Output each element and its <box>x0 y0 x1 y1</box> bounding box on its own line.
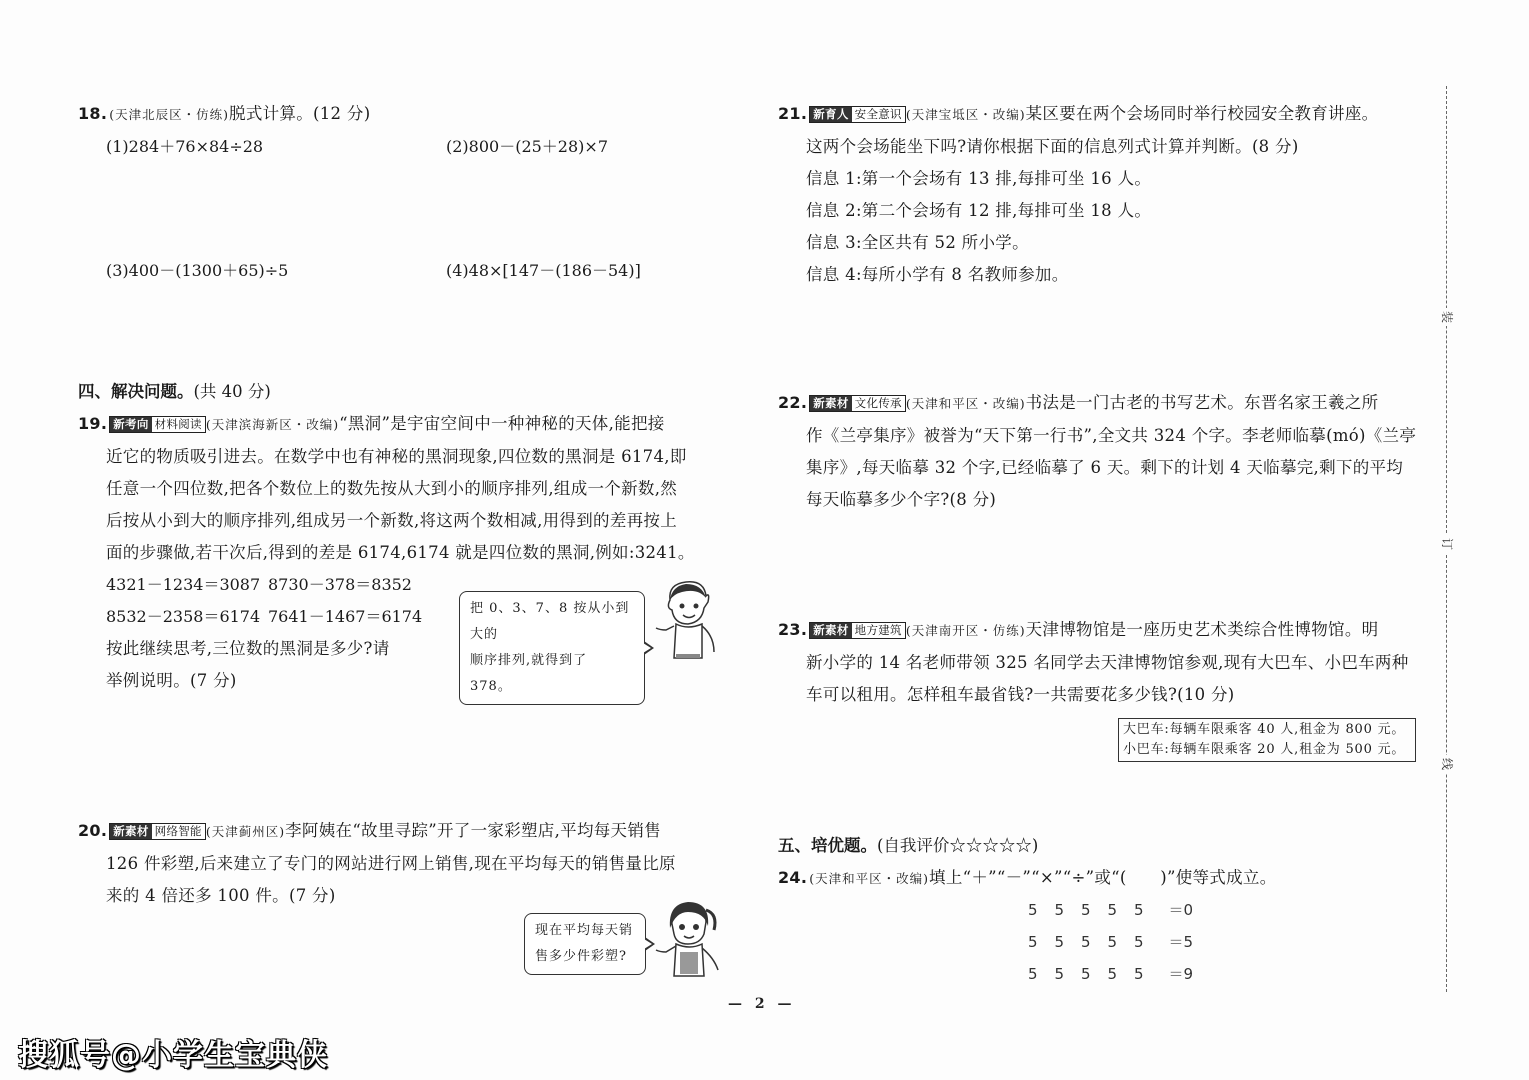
question-source: (天津和平区・改编) <box>905 396 1026 411</box>
digit: 5 <box>1107 901 1118 919</box>
equation-result: ＝0 <box>1168 901 1194 919</box>
question-number: 23. <box>778 620 808 639</box>
calc-item-4: (4)48×[147－(186－54)] <box>446 261 641 280</box>
boy-illustration-icon <box>652 578 724 662</box>
badge-light: 安全意识 <box>852 107 905 122</box>
bubble-text: 现在平均每天销 <box>535 923 634 938</box>
question-22-line-1 <box>778 387 1423 420</box>
equation-row-1 <box>1028 894 1201 926</box>
badge-dark: 新素材 <box>110 824 151 839</box>
equation-grid <box>1028 894 1201 990</box>
question-21 <box>778 98 1423 291</box>
question-text-line: 任意一个四位数,把各个数位上的数先按从大到小的顺序排列,组成一个新数,然 <box>106 479 678 498</box>
section-score: (自我评价☆☆☆☆☆) <box>877 836 1039 855</box>
section-5-title <box>778 830 1423 862</box>
binding-char: 线 <box>1438 755 1456 773</box>
section-4-title <box>78 376 728 408</box>
question-prompt: 按此继续思考,三位数的黑洞是多少?请 <box>106 639 390 658</box>
badge-dark: 新考向 <box>110 417 151 432</box>
equation: 4321－1234＝3087 <box>106 575 261 594</box>
info-line-2: 信息 2:第二个会场有 12 排,每排可坐 18 人。 <box>806 201 1152 220</box>
equation-row-2 <box>1028 926 1201 958</box>
digit: 5 <box>1081 933 1091 951</box>
digit: 5 <box>1028 901 1038 919</box>
tag-badge <box>809 106 906 123</box>
digit: 5 <box>1134 901 1144 919</box>
question-source: (天津滨海新区・改编) <box>205 417 340 432</box>
badge-light: 网络智能 <box>152 824 205 839</box>
question-text: 书法是一门古老的书写艺术。东晋名家王羲之所 <box>1025 393 1379 412</box>
question-source: (天津北辰区・仿练) <box>109 107 230 122</box>
equation-result: ＝5 <box>1168 933 1194 951</box>
question-18 <box>78 98 728 287</box>
equation: 7641－1467＝6174 <box>268 607 423 626</box>
question-text-line: 车可以租用。怎样租车最省钱?一共需要花多少钱?(10 分) <box>806 685 1235 704</box>
badge-dark: 新素材 <box>810 396 851 411</box>
badge-dark: 新素材 <box>810 623 851 638</box>
question-source: (天津南开区・仿练) <box>905 623 1026 638</box>
bubble-text: 顺序排列,就得到了 378。 <box>470 653 588 694</box>
binding-char: 装 <box>1438 308 1456 326</box>
calc-row-2 <box>78 255 728 287</box>
left-column <box>78 98 728 912</box>
calc-row-1 <box>78 131 728 163</box>
question-text-line: 每天临摹多少个字?(8 分) <box>806 490 997 509</box>
question-21-line-1 <box>778 98 1423 131</box>
large-bus-info: 大巴车:每辆车限乘客 40 人,租金为 800 元。 <box>1123 722 1406 737</box>
section-5 <box>778 830 1423 895</box>
digit: 5 <box>1107 965 1118 983</box>
question-23 <box>778 614 1423 711</box>
question-text-line: 面的步骤做,若干次后,得到的差是 6174,6174 就是四位数的黑洞,例如:3241。 <box>106 543 695 562</box>
question-text-line: 新小学的 14 名老师带领 325 名同学去天津博物馆参观,现有大巴车、小巴车两种 <box>806 653 1409 672</box>
question-18-header <box>78 98 728 131</box>
equation: 8730－378＝8352 <box>268 575 412 594</box>
question-number: 21. <box>778 104 808 123</box>
question-number: 20. <box>78 821 108 840</box>
speech-bubble-boy <box>459 591 645 705</box>
question-source: (天津宝坻区・改编) <box>905 107 1026 122</box>
equation-row-3 <box>1028 958 1201 990</box>
binding-char: 订 <box>1438 535 1456 553</box>
question-number: 18. <box>78 104 108 123</box>
equation-result: ＝9 <box>1168 965 1194 983</box>
digit: 5 <box>1107 933 1118 951</box>
question-19-line-1 <box>78 408 728 441</box>
question-number: 19. <box>78 414 108 433</box>
question-prompt: 举例说明。(7 分) <box>106 671 237 690</box>
tag-badge <box>809 622 906 639</box>
question-text: 天津博物馆是一座历史艺术类综合性博物馆。明 <box>1025 620 1379 639</box>
digit: 5 <box>1134 933 1144 951</box>
bubble-text: 把 0、3、7、8 按从小到大的 <box>470 601 630 642</box>
equation: 8532－2358＝6174 <box>106 607 261 626</box>
watermark: 搜狐号@小学生宝典侠 <box>18 1038 328 1073</box>
calc-item-2: (2)800－(25＋28)×7 <box>446 137 608 156</box>
info-line-1: 信息 1:第一个会场有 13 排,每排可坐 16 人。 <box>806 169 1152 188</box>
info-line-4: 信息 4:每所小学有 8 名教师参加。 <box>806 265 1069 284</box>
question-source: (天津和平区・改编) <box>809 871 930 886</box>
question-text-line: 近它的物质吸引进去。在数学中也有神秘的黑洞现象,四位数的黑洞是 6174,即 <box>106 447 687 466</box>
question-number: 22. <box>778 393 808 412</box>
question-text: 某区要在两个会场同时举行校园安全教育讲座。 <box>1025 104 1379 123</box>
question-text-line: 后按从小到大的顺序排列,组成另一个新数,将这两个数相减,用得到的差再按上 <box>106 511 678 530</box>
info-line-3: 信息 3:全区共有 52 所小学。 <box>806 233 1029 252</box>
question-23-line-1 <box>778 614 1423 647</box>
question-source: (天津蓟州区) <box>205 824 286 839</box>
section-score: (共 40 分) <box>193 382 271 401</box>
bubble-text: 售多少件彩塑? <box>535 949 627 964</box>
badge-dark: 新育人 <box>810 107 851 122</box>
badge-light: 材料阅读 <box>152 417 205 432</box>
tag-badge <box>809 395 906 412</box>
question-20-line-1 <box>78 815 728 848</box>
digit: 5 <box>1081 901 1091 919</box>
question-text: 脱式计算。(12 分) <box>229 104 371 123</box>
section-title-text: 四、解决问题。 <box>78 382 194 401</box>
question-text-line: 126 件彩塑,后来建立了专门的网站进行网上销售,现在平均每天的销售量比原 <box>106 854 676 873</box>
section-title-text: 五、培优题。 <box>778 836 877 855</box>
small-bus-info: 小巴车:每辆车限乘客 20 人,租金为 500 元。 <box>1123 742 1406 757</box>
badge-light: 文化传承 <box>852 396 905 411</box>
badge-light: 地方建筑 <box>852 623 905 638</box>
question-20 <box>78 815 728 912</box>
question-22 <box>778 387 1423 516</box>
tag-badge <box>109 416 206 433</box>
question-text: 李阿姨在“故里寻踪”开了一家彩塑店,平均每天销售 <box>285 821 661 840</box>
calc-item-1: (1)284＋76×84÷28 <box>106 137 264 156</box>
question-text-line: 集序》,每天临摹 32 个字,已经临摹了 6 天。剩下的计划 4 天临摹完,剩下的平均 <box>806 458 1404 477</box>
question-text: “黑洞”是宇宙空间中一种神秘的天体,能把接 <box>339 414 665 433</box>
question-number: 24. <box>778 868 808 887</box>
digit: 5 <box>1054 965 1065 983</box>
digit: 5 <box>1081 965 1091 983</box>
digit: 5 <box>1028 933 1038 951</box>
digit: 5 <box>1054 933 1065 951</box>
question-text-line: 这两个会场能坐下吗?请你根据下面的信息列式计算并判断。(8 分) <box>806 137 1299 156</box>
page-number: — 2 — <box>728 996 796 1012</box>
question-24-header <box>778 862 1423 895</box>
digit: 5 <box>1054 901 1065 919</box>
speech-bubble-girl <box>524 913 646 975</box>
right-column <box>778 98 1423 711</box>
tag-badge <box>109 823 206 840</box>
bus-price-box <box>1118 718 1416 762</box>
calc-item-3: (3)400－(1300＋65)÷5 <box>106 261 289 280</box>
question-text: 填上“＋”“－”“×”“÷”或“( )”使等式成立。 <box>929 868 1277 887</box>
girl-illustration-icon <box>654 900 724 980</box>
question-text-line: 来的 4 倍还多 100 件。(7 分) <box>106 886 336 905</box>
digit: 5 <box>1028 965 1038 983</box>
digit: 5 <box>1134 965 1144 983</box>
question-text-line: 作《兰亭集序》被誉为“天下第一行书”,全文共 324 个字。李老师临摹(mó)《兰亭 <box>806 426 1417 445</box>
